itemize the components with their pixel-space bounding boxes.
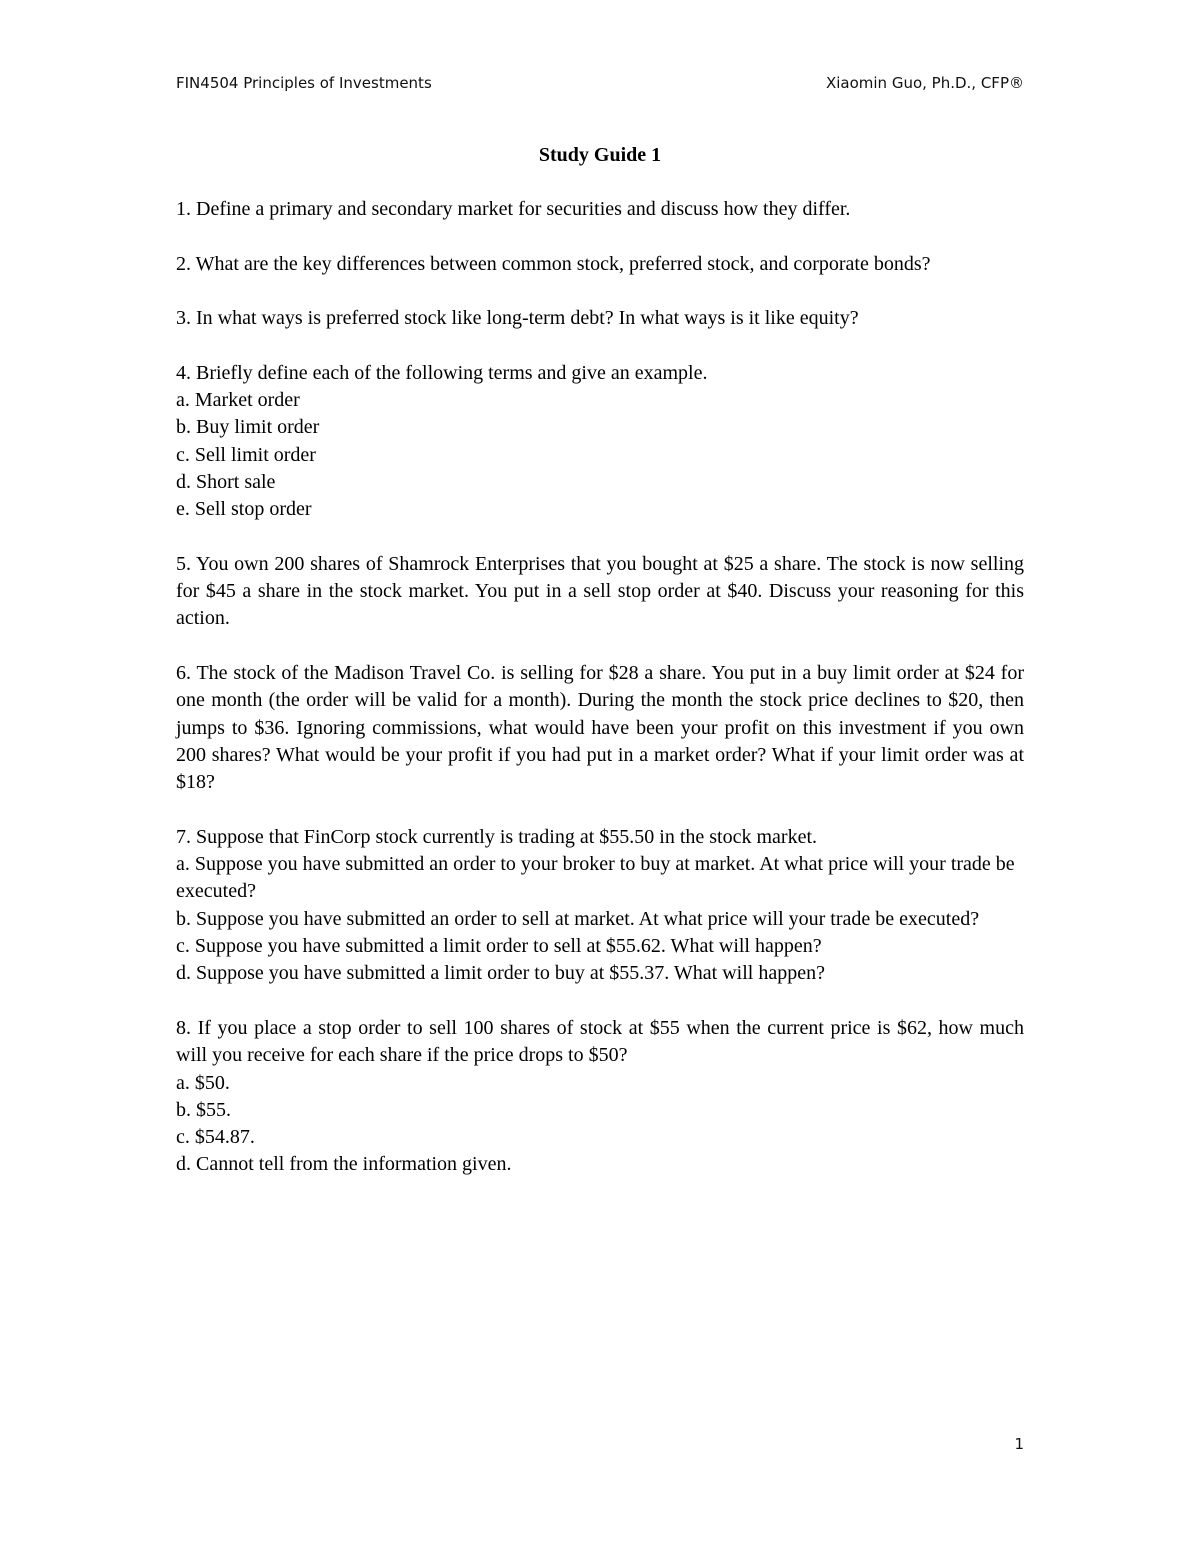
question-option: a. $50. bbox=[176, 1071, 230, 1094]
question-option: a. Suppose you have submitted an order to your broker to buy at market. At what price will your trade be executed? bbox=[176, 853, 1015, 903]
question-text: 1. Define a primary and secondary market for securities and discuss how they differ. bbox=[176, 198, 851, 220]
question-text: 3. In what ways is preferred stock like long-term debt? In what ways is it like equity? bbox=[176, 307, 859, 330]
question-option: b. $55. bbox=[176, 1098, 231, 1121]
question-5 bbox=[176, 551, 1024, 633]
question-text: 5. You own 200 shares of Shamrock Enterprises that you bought at $25 a share. The stock is now selling for $45 a share in the stock market. You put in a sell stop order at $40. Discuss your reasoning for this action. bbox=[176, 552, 1024, 630]
question-option: e. Sell stop order bbox=[176, 498, 312, 521]
question-text: 2. What are the key differences between common stock, preferred stock, and corporate bonds? bbox=[176, 252, 931, 275]
question-text: 7. Suppose that FinCorp stock currently is trading at $55.50 in the stock market. bbox=[176, 825, 818, 848]
question-1 bbox=[176, 196, 1024, 223]
question-option: c. $54.87. bbox=[176, 1126, 255, 1149]
header-instructor: Xiaomin Guo, Ph.D., CFP® bbox=[825, 74, 1024, 92]
question-8 bbox=[176, 1015, 1024, 1179]
question-7 bbox=[176, 824, 1024, 988]
header-course: FIN4504 Principles of Investments bbox=[176, 74, 432, 92]
question-option: b. Suppose you have submitted an order to sell at market. At what price will your trade be executed? bbox=[176, 907, 980, 930]
question-text: 4. Briefly define each of the following terms and give an example. bbox=[176, 361, 708, 384]
page-number: 1 bbox=[1014, 1435, 1024, 1453]
question-option: d. Suppose you have submitted a limit order to buy at $55.37. What will happen? bbox=[176, 962, 825, 985]
question-option: c. Sell limit order bbox=[176, 443, 316, 466]
question-list bbox=[176, 196, 1024, 1206]
question-option: b. Buy limit order bbox=[176, 416, 320, 439]
question-option: d. Short sale bbox=[176, 470, 276, 493]
question-option: d. Cannot tell from the information given. bbox=[176, 1153, 512, 1176]
question-6 bbox=[176, 660, 1024, 796]
question-text: 6. The stock of the Madison Travel Co. is selling for $28 a share. You put in a buy limit order at $24 for one month (the order will be valid for a month). During the month the stock price declines to $20, then jumps to $36. Ignoring commissions, what would have been your profit on this investment if you own 200 shares? What would be your profit if you had put in a market order? What if your limit order was at $18? bbox=[176, 662, 1024, 794]
question-option: a. Market order bbox=[176, 389, 300, 412]
question-option: c. Suppose you have submitted a limit order to sell at $55.62. What will happen? bbox=[176, 935, 822, 958]
question-2 bbox=[176, 251, 1024, 278]
question-3 bbox=[176, 305, 1024, 332]
question-4 bbox=[176, 360, 1024, 524]
question-text: 8. If you place a stop order to sell 100 shares of stock at $55 when the current price is $62, how much will you receive for each share if the price drops to $50? bbox=[176, 1016, 1024, 1067]
page-title: Study Guide 1 bbox=[538, 144, 662, 166]
